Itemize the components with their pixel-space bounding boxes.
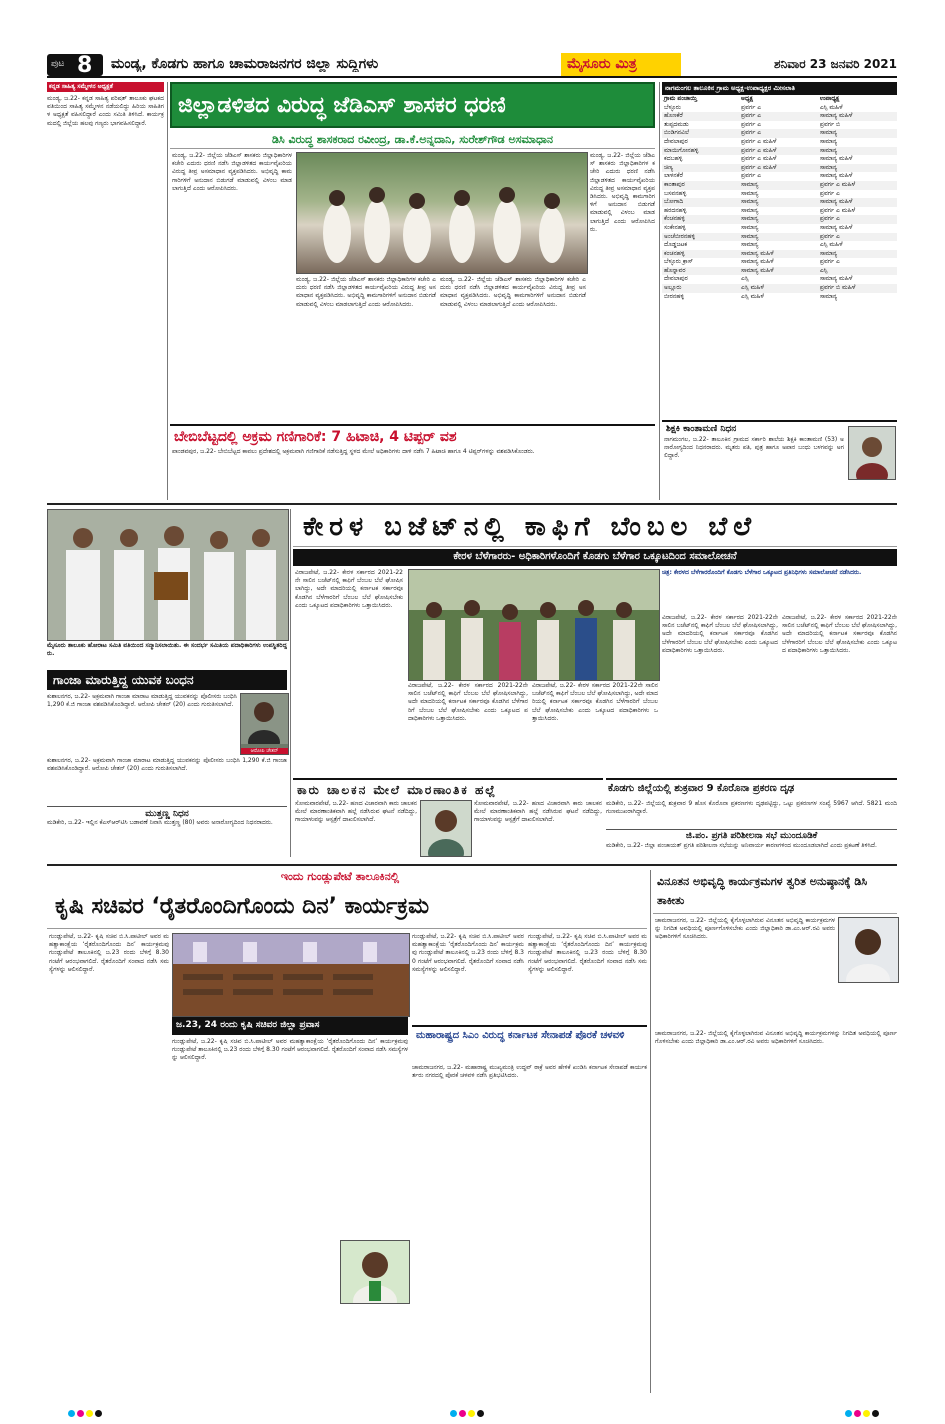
krishi-body-col2: ಗುಂಡ್ಲುಪೇಟೆ, ಜ.22- ಕೃಷಿ ಸಚಿವ ಬಿ.ಸಿ.ಪಾಟೀಲ್ ಅವರ ಮಹತ್ವಾಕಾಂಕ್ಷೆಯ ‘ರೈತರೊಂದಿಗೊಂದು ದಿನ’ ಕಾರ್ಯಕ್ರಮವು ಗುಂಡ್ಲುಪೇಟೆ ತಾಲೂಕಿನಲ್ಲಿ ಜ.23 ರಂದು ಬೆಳಿಗ್ಗೆ 8.30 ಗಂಟೆಗೆ ಆರಂಭವಾಗಲಿದೆ. ರೈತರೊಂದಿಗೆ ಸಂವಾದ ನಡೆಸಿ ಸಮಸ್ಯೆಗಳನ್ನು ಆಲಿಸಲಿದ್ದಾರೆ. <box>172 1038 408 1062</box>
dc-photo <box>838 917 899 983</box>
lead-photo <box>296 152 588 274</box>
table-cell: ತುಪ್ಪದಮಡು <box>664 120 689 128</box>
krishi-photo-caption: ಜ.23, 24 ರಂದು ಕೃಷಿ ಸಚಿವರ ಜಿಲ್ಲಾ ಪ್ರವಾಸ <box>176 1020 320 1030</box>
table-cell: ಪ್ರವರ್ಗ ಎ ಮಹಿಳೆ <box>741 146 777 154</box>
page-number: 8 <box>77 53 93 78</box>
mining-headline: ಬೇಬಿಬೆಟ್ಟದಲ್ಲಿ ಅಕ್ರಮ ಗಣಿಗಾರಿಕೆ: 7 ಹಿಟಾಚಿ, 4 ಟಿಪ್ಪರ್ ವಶ <box>174 429 457 445</box>
table-cell: ಸಾಮಾನ್ಯ <box>741 180 759 188</box>
table-cell: ಲಾಳನಕೆರೆ <box>664 172 683 180</box>
dc-review-body-2: ಚಾಮರಾಜನಗರ, ಜ.22- ಜಿಲ್ಲೆಯಲ್ಲಿ ಕೈಗೊಳ್ಳಲಾಗಿರುವ ವಿನೂತನ ಅಭಿವೃದ್ಧಿ ಕಾರ್ಯಕ್ರಮಗಳನ್ನು ನಿಗದಿತ ಅವಧಿಯಲ್ಲಿ ಪೂರ್ಣಗೊಳಿಸಬೇಕು ಎಂದು ಜಿಲ್ಲಾಧಿಕಾರಿ ಡಾ.ಎಂ.ಆರ್.ರವಿ ಅವರು ಅಧಿಕಾರಿಗಳಿಗೆ ಸೂಚಿಸಿದರು. <box>655 1030 897 1046</box>
table-cell: ಕೆಂಚನಹಳ್ಳಿ <box>664 215 685 223</box>
table-cell: ಸಾಮಾನ್ಯ ಮಹಿಳೆ <box>741 266 774 274</box>
table-cell: ಸಾಮಾನ್ಯ ಮಹಿಳೆ <box>819 275 853 283</box>
masthead <box>47 52 897 78</box>
paper-name-box <box>561 53 681 76</box>
page-badge <box>47 54 103 76</box>
table-row <box>662 224 897 233</box>
table-cell: ಕಂಚನಹಳ್ಳಿ <box>664 249 685 257</box>
coffee-subhead-box <box>293 549 897 566</box>
coffee-photo <box>408 569 660 681</box>
ganja-headline: ಗಾಂಜಾ ಮಾರುತ್ತಿದ್ದ ಯುವಕ ಬಂಧನ <box>53 673 194 687</box>
obituary <box>662 420 897 500</box>
table-cell: ಸಾಮಾನ್ಯ <box>741 206 759 214</box>
ganja-headline-box <box>47 670 287 690</box>
coffee-body-col3: ವಿರಾಜಪೇಟೆ, ಜ.22- ಕೇರಳ ಸರ್ಕಾರದ 2021-22ನೇ ಸಾಲಿನ ಬಜೆಟ್‌ನಲ್ಲಿ ಕಾಫಿಗೆ ಬೆಂಬಲ ಬೆಲೆ ಘೋಷಿಸಲಾಗಿದ್ದು, ಅದೇ ಮಾದರಿಯಲ್ಲಿ ಕರ್ನಾಟಕ ಸರ್ಕಾರವೂ ಕೊಡಗಿನ ಬೆಳೆಗಾರರಿಗೆ ಬೆಂಬಲ ಬೆಲೆ ಘೋಷಿಸಬೇಕು ಎಂದು ಒಕ್ಕೂಟದ ಪದಾಧಿಕಾರಿಗಳು ಒತ್ತಾಯಿಸಿದರು. <box>532 682 658 722</box>
table-cell: ಚಿಣ್ಯ <box>664 163 674 171</box>
krishi-kicker: ಇಂದು ಗುಂಡ್ಲುಪೇಟೆ ತಾಲೂಕಿನಲ್ಲಿ <box>280 870 400 883</box>
section-title: ಮಂಡ್ಯ, ಕೊಡಗು ಹಾಗೂ ಚಾಮರಾಜನಗರ ಜಿಲ್ಲಾ ಸುದ್ದಿಗಳು <box>111 56 379 72</box>
table-cell: ಸಾಮಾನ್ಯ <box>741 198 759 206</box>
table-row <box>662 138 897 147</box>
issue-date: ಶನಿವಾರ 23 ಜನವರಿ 2021 <box>774 57 897 71</box>
top-strip <box>0 0 945 12</box>
coffee-photo-caption: ಚಿತ್ರ: ಕೇರಳದ ಬೆಳೆಗಾರರೊಂದಿಗೆ ಕೊಡಗು ಬೆಳೆಗಾರ ಒಕ್ಕೂಟದ ಪ್ರತಿನಿಧಿಗಳು ಸಮಾಲೋಚನೆ ನಡೆಸಿದರು. <box>662 569 862 576</box>
table-cell: ಪ್ರವರ್ಗ ಎ <box>741 120 762 128</box>
coffee-body-col1: ವಿರಾಜಪೇಟೆ, ಜ.22- ಕೇರಳ ಸರ್ಕಾರದ 2021-22ನೇ ಸಾಲಿನ ಬಜೆಟ್‌ನಲ್ಲಿ ಕಾಫಿಗೆ ಬೆಂಬಲ ಬೆಲೆ ಘೋಷಿಸಲಾಗಿದ್ದು, ಅದೇ ಮಾದರಿಯಲ್ಲಿ ಕರ್ನಾಟಕ ಸರ್ಕಾರವೂ ಕೊಡಗಿನ ಬೆಳೆಗಾರರಿಗೆ ಬೆಂಬಲ ಬೆಲೆ ಘೋಷಿಸಬೇಕು ಎಂದು ಒಕ್ಕೂಟದ ಪದಾಧಿಕಾರಿಗಳು ಒತ್ತಾಯಿಸಿದರು. <box>295 569 403 609</box>
krishi-headline: ಕೃಷಿ ಸಚಿವರ ‘ರೈತರೊಂದಿಗೊಂದು ದಿನ’ ಕಾರ್ಯಕ್ರಮ <box>55 894 429 919</box>
table-cell: ಅಂಚೆಬೀರನಹಳ್ಳಿ <box>664 232 696 240</box>
dc-review-headline-box <box>653 870 897 914</box>
felicitation-photo <box>47 509 289 641</box>
table-cell: ಹರದನಹಳ್ಳಿ <box>664 206 687 214</box>
table-cell: ಸಾಮಾನ್ಯ <box>741 215 759 223</box>
table-row <box>662 275 897 284</box>
table-cell: ಪ್ರವರ್ಗ ಬಿ <box>819 120 841 128</box>
lead-subhead: ಡಿಸಿ ವಿರುದ್ಧ ಶಾಸಕರಾದ ರವೀಂದ್ರ, ಡಾ.ಕೆ.ಅನ್ನದಾನಿ, ಸುರೇಶ್‌ಗೌಡ ಅಸಮಾಧಾನ <box>170 131 655 149</box>
table-cell: ಬೀರನಹಳ್ಳಿ <box>664 292 685 300</box>
table-cell: ಸಾಮಾನ್ಯ <box>819 163 838 171</box>
table-cell: ಸಾಮಾನ್ಯ <box>819 292 838 300</box>
ganja-body: ಕುಶಾಲನಗರ, ಜ.22- ಅಕ್ರಮವಾಗಿ ಗಾಂಜಾ ಮಾರಾಟ ಮಾಡುತ್ತಿದ್ದ ಯುವಕನನ್ನು ಪೊಲೀಸರು ಬಂಧಿಸಿ 1,290 ಕೆ.ಜಿ ಗಾಂಜಾ ವಶಪಡಿಸಿಕೊಂಡಿದ್ದಾರೆ. ಆರೋಪಿ ಚೇತನ್ (20) ಎಂದು ಗುರುತಿಸಲಾಗಿದೆ. <box>47 693 237 709</box>
table-cell: ಸಾಮಾನ್ಯ <box>819 129 838 137</box>
felicitation-caption: ಮೈಸೂರು ತಾಲೂಕು ಹೋರಾಟ ಸಮಿತಿ ವತಿಯಿಂದ ಸನ್ಮಾನಿಸಲಾಯಿತು. ಈ ಸಂದರ್ಭ ಸಮಿತಿಯ ಪದಾಧಿಕಾರಿಗಳು ಉಪಸ್ಥಿತರಿದ್ದರು. <box>47 642 287 658</box>
lead-body-col3: ಮಂಡ್ಯ, ಜ.22- ಜಿಲ್ಲೆಯ ಜೆಡಿಎಸ್ ಶಾಸಕರು ಜಿಲ್ಲಾಧಿಕಾರಿಗಳ ಕಚೇರಿ ಎದುರು ಧರಣಿ ನಡೆಸಿ ಜಿಲ್ಲಾಡಳಿತದ ಕಾರ್ಯವೈಖರಿಯ ವಿರುದ್ಧ ತೀವ್ರ ಅಸಮಾಧಾನ ವ್ಯಕ್ತಪಡಿಸಿದರು. ಅಭಿವೃದ್ಧಿ ಕಾಮಗಾರಿಗಳಿಗೆ ಅನುದಾನ ಬಿಡುಗಡೆ ಮಾಡುವಲ್ಲಿ ವಿಳಂಬ ಮಾಡಲಾಗುತ್ತಿದೆ ಎಂದು ಆರೋಪಿಸಿದರು. <box>296 276 436 308</box>
mining-body: ಪಾಂಡವಪುರ, ಜ.22- ಬೇಬಿಬೆಟ್ಟದ ಕಾವಲು ಪ್ರದೇಶದಲ್ಲಿ ಅಕ್ರಮವಾಗಿ ಗಣಿಗಾರಿಕೆ ನಡೆಸುತ್ತಿದ್ದ ಸ್ಥಳದ ಮೇಲೆ ಅಧಿಕಾರಿಗಳು ದಾಳಿ ನಡೆಸಿ 7 ಹಿಟಾಚಿ ಹಾಗೂ 4 ಟಿಪ್ಪರ್‌ಗಳನ್ನು ವಶಪಡಿಸಿಕೊಂಡರು. <box>172 448 535 455</box>
assault-body-2: ಸೋಮವಾರಪೇಟೆ, ಜ.22- ಹಣದ ವಿಚಾರವಾಗಿ ಕಾರು ಚಾಲಕನ ಮೇಲೆ ಮಾರಣಾಂತಿಕವಾಗಿ ಹಲ್ಲೆ ನಡೆಸಿರುವ ಘಟನೆ ನಡೆದಿದ್ದು, ಗಾಯಾಳುವನ್ನು ಆಸ್ಪತ್ರೆಗೆ ದಾಖಲಿಸಲಾಗಿದೆ. <box>474 800 602 824</box>
corona-headline-box <box>606 778 897 798</box>
obituary-photo <box>848 426 896 480</box>
reservation-table <box>662 95 897 301</box>
table-row <box>662 147 897 156</box>
table-cell: ಸಾಮಾನ್ಯ <box>741 223 759 231</box>
table-cell: ಪ್ರವರ್ಗ ಎ <box>741 112 762 120</box>
table-cell: ಎಸ್ಸಿ ಮಹಿಳೆ <box>741 292 764 300</box>
table-cell: ಅಲ್ಲೂರು <box>664 284 682 292</box>
table-row <box>662 233 897 242</box>
table-cell: ಬಸವನಹಳ್ಳಿ <box>664 189 687 197</box>
table-row <box>662 250 897 259</box>
table-row <box>662 164 897 173</box>
table-cell: ಎಸ್ಸಿ ಮಹಿಳೆ <box>819 241 843 249</box>
col-header: ಗ್ರಾಮ ಪಂಚಾಯ್ತಿ <box>664 95 698 102</box>
reservation-block <box>662 82 897 416</box>
table-cell: ಪ್ರವರ್ಗ ಎ <box>819 258 840 266</box>
table-row <box>662 293 897 302</box>
table-cell: ಸಾಮಾನ್ಯ <box>819 249 838 257</box>
table-row <box>662 181 897 190</box>
table-cell: ಬೋಗಾದಿ <box>664 198 684 206</box>
table-cell: ಪ್ರವರ್ಗ ಎ ಮಹಿಳೆ <box>819 206 856 214</box>
table-cell: ಬೆಳ್ಳೂರು ಕ್ರಾಸ್ <box>664 258 694 266</box>
table-row <box>662 284 897 293</box>
death2-headline: ಮುತ್ತಣ್ಣ ನಿಧನ <box>47 806 287 819</box>
lead-body-col1: ಮಂಡ್ಯ, ಜ.22- ಜಿಲ್ಲೆಯ ಜೆಡಿಎಸ್ ಶಾಸಕರು ಜಿಲ್ಲಾಧಿಕಾರಿಗಳ ಕಚೇರಿ ಎದುರು ಧರಣಿ ನಡೆಸಿ ಜಿಲ್ಲಾಡಳಿತದ ಕಾರ್ಯವೈಖರಿಯ ವಿರುದ್ಧ ತೀವ್ರ ಅಸಮಾಧಾನ ವ್ಯಕ್ತಪಡಿಸಿದರು. ಅಭಿವೃದ್ಧಿ ಕಾಮಗಾರಿಗಳಿಗೆ ಅನುದಾನ ಬಿಡುಗಡೆ ಮಾಡುವಲ್ಲಿ ವಿಳಂಬ ಮಾಡಲಾಗುತ್ತಿದೆ ಎಂದು ಆರೋಪಿಸಿದರು. <box>172 152 292 192</box>
table-row <box>662 267 897 276</box>
assault-headline-box <box>293 778 603 798</box>
death2-body: ಮಡಿಕೇರಿ, ಜ.22- ಇಲ್ಲಿನ ಕೆಎಸ್‌ಆರ್‌ಟಿಸಿ ಬಡಾವಣೆ ನಿವಾಸಿ ಮುತ್ತಣ್ಣ (80) ಅವರು ಅನಾರೋಗ್ಯದಿಂದ ನಿಧನರಾದರು. <box>47 819 273 826</box>
page-label: ಪುಟ <box>51 59 65 69</box>
ganja-photo <box>240 693 289 755</box>
table-row <box>662 241 897 250</box>
table-cell: ಹೊಣಕೆರೆ <box>664 112 683 120</box>
table-cell: ಕಾಂತಾಪುರ <box>664 180 685 188</box>
assault-photo <box>420 800 472 857</box>
lead-body-col5: ಮಂಡ್ಯ, ಜ.22- ಜಿಲ್ಲೆಯ ಜೆಡಿಎಸ್ ಶಾಸಕರು ಜಿಲ್ಲಾಧಿಕಾರಿಗಳ ಕಚೇರಿ ಎದುರು ಧರಣಿ ನಡೆಸಿ ಜಿಲ್ಲಾಡಳಿತದ ಕಾರ್ಯವೈಖರಿಯ ವಿರುದ್ಧ ತೀವ್ರ ಅಸಮಾಧಾನ ವ್ಯಕ್ತಪಡಿಸಿದರು. ಅಭಿವೃದ್ಧಿ ಕಾಮಗಾರಿಗಳಿಗೆ ಅನುದಾನ ಬಿಡುಗಡೆ ಮಾಡುವಲ್ಲಿ ವಿಳಂಬ ಮಾಡಲಾಗುತ್ತಿದೆ ಎಂದು ಆರೋಪಿಸಿದರು. <box>590 152 655 233</box>
obituary-headline: ಶಿಕ್ಷಕಿ ಕಾಂತಾಮಣಿ ನಿಧನ <box>666 424 737 434</box>
corona-body: ಮಡಿಕೇರಿ, ಜ.22- ಜಿಲ್ಲೆಯಲ್ಲಿ ಶುಕ್ರವಾರ 9 ಹೊಸ ಕೊರೊನಾ ಪ್ರಕರಣಗಳು ದೃಢಪಟ್ಟಿದ್ದು, ಒಟ್ಟು ಪ್ರಕರಣಗಳ ಸಂಖ್ಯೆ 5967 ಆಗಿದೆ. 5821 ಮಂದಿ ಗುಣಮುಖರಾಗಿದ್ದಾರೆ. <box>606 800 897 816</box>
table-row <box>662 198 897 207</box>
table-cell: ಬಿಂಡಿಗನವಿಲೆ <box>664 129 690 137</box>
table-cell: ಎಸ್ಸಿ ಮಹಿಳೆ <box>819 103 843 111</box>
table-row <box>662 155 897 164</box>
left-column <box>47 82 164 500</box>
left-body: ಮಂಡ್ಯ, ಜ.22- ಕನ್ನಡ ಸಾಹಿತ್ಯ ಪರಿಷತ್ ತಾಲೂಕು ಘಟಕದ ವತಿಯಿಂದ ಸಾಹಿತ್ಯ ಸಮ್ಮೇಳನ ನಡೆಯಲಿದ್ದು ಹಿರಿಯ ಸಾಹಿತಿಗಳ ಅಧ್ಯಕ್ಷತೆ ವಹಿಸಲಿದ್ದಾರೆ ಎಂದು ಸಮಿತಿ ತಿಳಿಸಿದೆ. ಕಾರ್ಯಕ್ರಮದಲ್ಲಿ ಜಿಲ್ಲೆಯ ಹಲವು ಗಣ್ಯರು ಭಾಗವಹಿಸಲಿದ್ದಾರೆ. <box>47 95 164 127</box>
paper-name: ಮೈಸೂರು ಮಿತ್ರ <box>567 56 637 72</box>
zp-meeting-headline: ಜಿ.ಪಂ. ಪ್ರಗತಿ ಪರಿಶೀಲನಾ ಸಭೆ ಮುಂದೂಡಿಕೆ <box>606 829 897 841</box>
table-row <box>662 207 897 216</box>
registration-marks-left <box>68 1402 104 1421</box>
ganja-body-2: ಕುಶಾಲನಗರ, ಜ.22- ಅಕ್ರಮವಾಗಿ ಗಾಂಜಾ ಮಾರಾಟ ಮಾಡುತ್ತಿದ್ದ ಯುವಕನನ್ನು ಪೊಲೀಸರು ಬಂಧಿಸಿ 1,290 ಕೆ.ಜಿ ಗಾಂಜಾ ವಶಪಡಿಸಿಕೊಂಡಿದ್ದಾರೆ. ಆರೋಪಿ ಚೇತನ್ (20) ಎಂದು ಗುರುತಿಸಲಾಗಿದೆ. <box>47 757 287 773</box>
table-cell: ಹೊನ್ನಾವರ <box>664 266 686 274</box>
registration-marks-right <box>845 1402 881 1421</box>
table-cell: ಪ್ರವರ್ಗ ಎ ಮಹಿಳೆ <box>819 180 856 188</box>
table-cell: ಸಾಮಾನ್ಯ ಮಹಿಳೆ <box>741 258 774 266</box>
table-cell: ಪ್ರವರ್ಗ ಎ <box>819 189 840 197</box>
table-cell: ದೊಡ್ಡಜಟಕ <box>664 241 688 249</box>
table-row <box>662 258 897 267</box>
assault-body-1: ಸೋಮವಾರಪೇಟೆ, ಜ.22- ಹಣದ ವಿಚಾರವಾಗಿ ಕಾರು ಚಾಲಕನ ಮೇಲೆ ಮಾರಣಾಂತಿಕವಾಗಿ ಹಲ್ಲೆ ನಡೆಸಿರುವ ಘಟನೆ ನಡೆದಿದ್ದು, ಗಾಯಾಳುವನ್ನು ಆಸ್ಪತ್ರೆಗೆ ದಾಖಲಿಸಲಾಗಿದೆ. <box>295 800 417 824</box>
table-cell: ಸಾಮಾನ್ಯ <box>741 241 759 249</box>
table-cell: ಪ್ರವರ್ಗ ಎ <box>819 215 840 223</box>
krishi-photo <box>172 933 410 1017</box>
col-header: ಉಪಾಧ್ಯಕ್ಷ <box>819 95 840 102</box>
table-header-row <box>662 95 897 104</box>
assault-headline: ಕಾರು ಚಾಲಕನ ಮೇಲೆ ಮಾರಣಾಂತಿಕ ಹಲ್ಲೆ <box>297 783 497 797</box>
maharashtra-body: ಚಾಮರಾಜನಗರ, ಜ.22- ಮಹಾರಾಷ್ಟ್ರ ಮುಖ್ಯಮಂತ್ರಿ ಉದ್ಧವ್ ಠಾಕ್ರೆ ಅವರ ಹೇಳಿಕೆ ಖಂಡಿಸಿ ಕರ್ನಾಟಕ ಸೇನಾಪಡೆ ಕಾರ್ಯಕರ್ತರು ನಗರದಲ್ಲಿ ಪೊರಕೆ ಚಳವಳಿ ನಡೆಸಿ ಪ್ರತಿಭಟಿಸಿದರು. <box>412 1064 647 1080</box>
table-cell: ಎಸ್ಸಿ ಮಹಿಳೆ <box>741 284 764 292</box>
table-cell: ಪ್ರವರ್ಗ ಎ ಮಹಿಳೆ <box>741 137 777 145</box>
coffee-headline-box <box>293 509 897 547</box>
table-cell: ಎಸ್ಸಿ <box>819 266 828 274</box>
table-cell: ಪ್ರವರ್ಗ ಎ <box>819 232 840 240</box>
table-cell: ಸಂಕೇನಹಳ್ಳಿ <box>664 223 686 231</box>
dc-review-body-1: ಚಾಮರಾಜನಗರ, ಜ.22- ಜಿಲ್ಲೆಯಲ್ಲಿ ಕೈಗೊಳ್ಳಲಾಗಿರುವ ವಿನೂತನ ಅಭಿವೃದ್ಧಿ ಕಾರ್ಯಕ್ರಮಗಳನ್ನು ನಿಗದಿತ ಅವಧಿಯಲ್ಲಿ ಪೂರ್ಣಗೊಳಿಸಬೇಕು ಎಂದು ಜಿಲ್ಲಾಧಿಕಾರಿ ಡಾ.ಎಂ.ಆರ್.ರವಿ ಅವರು ಅಧಿಕಾರಿಗಳಿಗೆ ಸೂಚಿಸಿದರು. <box>655 917 835 941</box>
mining-headline-box <box>170 424 655 446</box>
table-row <box>662 215 897 224</box>
table-cell: ಸಾಮಾನ್ಯ <box>741 232 759 240</box>
table-row <box>662 129 897 138</box>
table-cell: ಸಾಮಾನ್ಯ ಮಹಿಳೆ <box>819 223 853 231</box>
table-cell: ಸಾಮಾನ್ಯ <box>819 146 838 154</box>
table-row <box>662 172 897 181</box>
table-cell: ಕದಬಹಳ್ಳಿ <box>664 155 683 163</box>
coffee-body-col4: ವಿರಾಜಪೇಟೆ, ಜ.22- ಕೇರಳ ಸರ್ಕಾರದ 2021-22ನೇ ಸಾಲಿನ ಬಜೆಟ್‌ನಲ್ಲಿ ಕಾಫಿಗೆ ಬೆಂಬಲ ಬೆಲೆ ಘೋಷಿಸಲಾಗಿದ್ದು, ಅದೇ ಮಾದರಿಯಲ್ಲಿ ಕರ್ನಾಟಕ ಸರ್ಕಾರವೂ ಕೊಡಗಿನ ಬೆಳೆಗಾರರಿಗೆ ಬೆಂಬಲ ಬೆಲೆ ಘೋಷಿಸಬೇಕು ಎಂದು ಒಕ್ಕೂಟದ ಪದಾಧಿಕಾರಿಗಳು ಒತ್ತಾಯಿಸಿದರು. <box>662 614 778 654</box>
reservation-heading: ನಾಗಮಂಗಲ ತಾಲೂಕಿನ ಗ್ರಾಮ ಅಧ್ಯಕ್ಷ-ಉಪಾಧ್ಯಕ್ಷರ ಮೀಸಲಾತಿ <box>662 82 897 95</box>
coffee-headline: ಕೇರಳ ಬಜೆಟ್‌ನಲ್ಲಿ ಕಾಫಿಗೆ ಬೆಂಬಲ ಬೆಲೆ <box>303 512 758 542</box>
krishi-headline-box <box>47 889 647 929</box>
table-cell: ಸಾಮಾನ್ಯ <box>819 137 838 145</box>
table-cell: ಸಾಮಾನ್ಯ ಮಹಿಳೆ <box>819 112 853 120</box>
krishi-body-col1: ಗುಂಡ್ಲುಪೇಟೆ, ಜ.22- ಕೃಷಿ ಸಚಿವ ಬಿ.ಸಿ.ಪಾಟೀಲ್ ಅವರ ಮಹತ್ವಾಕಾಂಕ್ಷೆಯ ‘ರೈತರೊಂದಿಗೊಂದು ದಿನ’ ಕಾರ್ಯಕ್ರಮವು ಗುಂಡ್ಲುಪೇಟೆ ತಾಲೂಕಿನಲ್ಲಿ ಜ.23 ರಂದು ಬೆಳಿಗ್ಗೆ 8.30 ಗಂಟೆಗೆ ಆರಂಭವಾಗಲಿದೆ. ರೈತರೊಂದಿಗೆ ಸಂವಾದ ನಡೆಸಿ ಸಮಸ್ಯೆಗಳನ್ನು ಆಲಿಸಲಿದ್ದಾರೆ. <box>49 933 169 973</box>
table-cell: ಎಸ್ಸಿ <box>741 275 749 283</box>
table-cell: ಸಾಮಾನ್ಯ <box>741 189 759 197</box>
table-row <box>662 104 897 113</box>
coffee-subhead: ಕೇರಳ ಬೆಳೆಗಾರರು- ಅಧಿಕಾರಿಗಳೊಂದಿಗೆ ಕೊಡಗು ಬೆಳೆಗಾರ ಒಕ್ಕೂಟದಿಂದ ಸಮಾಲೋಚನೆ <box>453 551 737 562</box>
table-cell: ದೇವಲಾಪುರ <box>664 137 688 145</box>
table-cell: ಸಾಮಾನ್ಯ ಮಹಿಳೆ <box>819 198 853 206</box>
zp-meeting-body: ಮಡಿಕೇರಿ, ಜ.22- ಜಿಲ್ಲಾ ಪಂಚಾಯತ್ ಪ್ರಗತಿ ಪರಿಶೀಲನಾ ಸಭೆಯನ್ನು ಅನಿವಾರ್ಯ ಕಾರಣಗಳಿಂದ ಮುಂದೂಡಲಾಗಿದೆ ಎಂದು ಪ್ರಕಟಣೆ ತಿಳಿಸಿದೆ. <box>606 842 877 849</box>
table-cell: ಪ್ರವರ್ಗ ಎ ಮಹಿಳೆ <box>741 155 777 163</box>
table-cell: ಪ್ರವರ್ಗ ಎ <box>741 103 762 111</box>
dc-review-headline: ವಿನೂತನ ಅಭಿವೃದ್ಧಿ ಕಾರ್ಯಕ್ರಮಗಳ ತ್ವರಿತ ಅನುಷ್ಠಾನಕ್ಕೆ ಡಿಸಿ ತಾಕೀತು <box>657 875 868 907</box>
krishi-photo-caption-box <box>172 1017 408 1035</box>
lead-headline: ಜಿಲ್ಲಾಡಳಿತದ ವಿರುದ್ಧ ಜೆಡಿಎಸ್ ಶಾಸಕರ ಧರಣಿ <box>178 93 506 118</box>
lead-headline-box <box>170 82 655 128</box>
table-cell: ಸಾಮಾನ್ಯ ಮಹಿಳೆ <box>819 172 853 180</box>
table-cell: ಪ್ರವರ್ಗ ಎ ಮಹಿಳೆ <box>741 163 777 171</box>
table-cell: ಪ್ರವರ್ಗ ಬಿ ಮಹಿಳೆ <box>819 284 856 292</box>
corona-headline: ಕೊಡಗು ಜಿಲ್ಲೆಯಲ್ಲಿ ಶುಕ್ರವಾರ 9 ಕೊರೊನಾ ಪ್ರಕರಣ ದೃಢ <box>608 783 795 794</box>
ganja-photo-label: ಆರೋಪಿ ಚೇತನ್ <box>241 748 288 754</box>
table-cell: ಮಾಯಿಗೋನಹಳ್ಳಿ <box>664 146 699 154</box>
table-row <box>662 121 897 130</box>
krishi-body-col3: ಗುಂಡ್ಲುಪೇಟೆ, ಜ.22- ಕೃಷಿ ಸಚಿವ ಬಿ.ಸಿ.ಪಾಟೀಲ್ ಅವರ ಮಹತ್ವಾಕಾಂಕ್ಷೆಯ ‘ರೈತರೊಂದಿಗೊಂದು ದಿನ’ ಕಾರ್ಯಕ್ರಮವು ಗುಂಡ್ಲುಪೇಟೆ ತಾಲೂಕಿನಲ್ಲಿ ಜ.23 ರಂದು ಬೆಳಿಗ್ಗೆ 8.30 ಗಂಟೆಗೆ ಆರಂಭವಾಗಲಿದೆ. ರೈತರೊಂದಿಗೆ ಸಂವಾದ ನಡೆಸಿ ಸಮಸ್ಯೆಗಳನ್ನು ಆಲಿಸಲಿದ್ದಾರೆ. <box>412 933 524 973</box>
coffee-body-col2: ವಿರಾಜಪೇಟೆ, ಜ.22- ಕೇರಳ ಸರ್ಕಾರದ 2021-22ನೇ ಸಾಲಿನ ಬಜೆಟ್‌ನಲ್ಲಿ ಕಾಫಿಗೆ ಬೆಂಬಲ ಬೆಲೆ ಘೋಷಿಸಲಾಗಿದ್ದು, ಅದೇ ಮಾದರಿಯಲ್ಲಿ ಕರ್ನಾಟಕ ಸರ್ಕಾರವೂ ಕೊಡಗಿನ ಬೆಳೆಗಾರರಿಗೆ ಬೆಂಬಲ ಬೆಲೆ ಘೋಷಿಸಬೇಕು ಎಂದು ಒಕ್ಕೂಟದ ಪದಾಧಿಕಾರಿಗಳು ಒತ್ತಾಯಿಸಿದರು. <box>408 682 528 722</box>
col-header: ಅಧ್ಯಕ್ಷ <box>741 95 753 102</box>
table-cell: ಬೆಳ್ಳೂರು <box>664 103 681 111</box>
coffee-body-col5: ವಿರಾಜಪೇಟೆ, ಜ.22- ಕೇರಳ ಸರ್ಕಾರದ 2021-22ನೇ ಸಾಲಿನ ಬಜೆಟ್‌ನಲ್ಲಿ ಕಾಫಿಗೆ ಬೆಂಬಲ ಬೆಲೆ ಘೋಷಿಸಲಾಗಿದ್ದು, ಅದೇ ಮಾದರಿಯಲ್ಲಿ ಕರ್ನಾಟಕ ಸರ್ಕಾರವೂ ಕೊಡಗಿನ ಬೆಳೆಗಾರರಿಗೆ ಬೆಂಬಲ ಬೆಲೆ ಘೋಷಿಸಬೇಕು ಎಂದು ಒಕ್ಕೂಟದ ಪದಾಧಿಕಾರಿಗಳು ಒತ್ತಾಯಿಸಿದರು. <box>782 614 897 654</box>
lead-body-col4: ಮಂಡ್ಯ, ಜ.22- ಜಿಲ್ಲೆಯ ಜೆಡಿಎಸ್ ಶಾಸಕರು ಜಿಲ್ಲಾಧಿಕಾರಿಗಳ ಕಚೇರಿ ಎದುರು ಧರಣಿ ನಡೆಸಿ ಜಿಲ್ಲಾಡಳಿತದ ಕಾರ್ಯವೈಖರಿಯ ವಿರುದ್ಧ ತೀವ್ರ ಅಸಮಾಧಾನ ವ್ಯಕ್ತಪಡಿಸಿದರು. ಅಭಿವೃದ್ಧಿ ಕಾಮಗಾರಿಗಳಿಗೆ ಅನುದಾನ ಬಿಡುಗಡೆ ಮಾಡುವಲ್ಲಿ ವಿಳಂಬ ಮಾಡಲಾಗುತ್ತಿದೆ ಎಂದು ಆರೋಪಿಸಿದರು. <box>440 276 586 308</box>
table-cell: ಸಾಮಾನ್ಯ ಮಹಿಳೆ <box>741 249 774 257</box>
minister-photo <box>340 1240 410 1304</box>
obituary-body: ನಾಗಮಂಗಲ, ಜ.22- ತಾಲೂಕಿನ ಗ್ರಾಮದ ಸರ್ಕಾರಿ ಶಾಲೆಯ ಶಿಕ್ಷಕಿ ಕಾಂತಾಮಣಿ (53) ಅನಾರೋಗ್ಯದಿಂದ ನಿಧನರಾದರು. ಮೃತರು ಪತಿ, ಪುತ್ರ ಹಾಗೂ ಅಪಾರ ಬಂಧು ಬಳಗವನ್ನು ಅಗಲಿದ್ದಾರೆ. <box>664 436 844 460</box>
krishi-kicker-box <box>60 870 620 886</box>
table-cell: ದೇವಲಾಪುರ <box>664 275 688 283</box>
table-cell: ಸಾಮಾನ್ಯ ಮಹಿಳೆ <box>819 155 853 163</box>
maharashtra-headline: ಮಹಾರಾಷ್ಟ್ರದ ಸಿಎಂ ವಿರುದ್ಧ ಕರ್ನಾಟಕ ಸೇನಾಪಡೆ ಪೊರಕೆ ಚಳವಳಿ <box>416 1030 625 1041</box>
table-row <box>662 112 897 121</box>
table-cell: ಪ್ರವರ್ಗ ಎ <box>741 172 762 180</box>
table-cell: ಪ್ರವರ್ಗ ಎ <box>741 129 762 137</box>
left-kicker: ಕನ್ನಡ ಸಾಹಿತ್ಯ ಸಮ್ಮೇಳನ ಅಧ್ಯಕ್ಷತೆ <box>47 82 164 92</box>
table-row <box>662 190 897 199</box>
maharashtra-headline-box <box>412 1025 647 1061</box>
krishi-body-col4: ಗುಂಡ್ಲುಪೇಟೆ, ಜ.22- ಕೃಷಿ ಸಚಿವ ಬಿ.ಸಿ.ಪಾಟೀಲ್ ಅವರ ಮಹತ್ವಾಕಾಂಕ್ಷೆಯ ‘ರೈತರೊಂದಿಗೊಂದು ದಿನ’ ಕಾರ್ಯಕ್ರಮವು ಗುಂಡ್ಲುಪೇಟೆ ತಾಲೂಕಿನಲ್ಲಿ ಜ.23 ರಂದು ಬೆಳಿಗ್ಗೆ 8.30 ಗಂಟೆಗೆ ಆರಂಭವಾಗಲಿದೆ. ರೈತರೊಂದಿಗೆ ಸಂವಾದ ನಡೆಸಿ ಸಮಸ್ಯೆಗಳನ್ನು ಆಲಿಸಲಿದ್ದಾರೆ. <box>528 933 647 973</box>
registration-marks-center <box>450 1402 486 1421</box>
